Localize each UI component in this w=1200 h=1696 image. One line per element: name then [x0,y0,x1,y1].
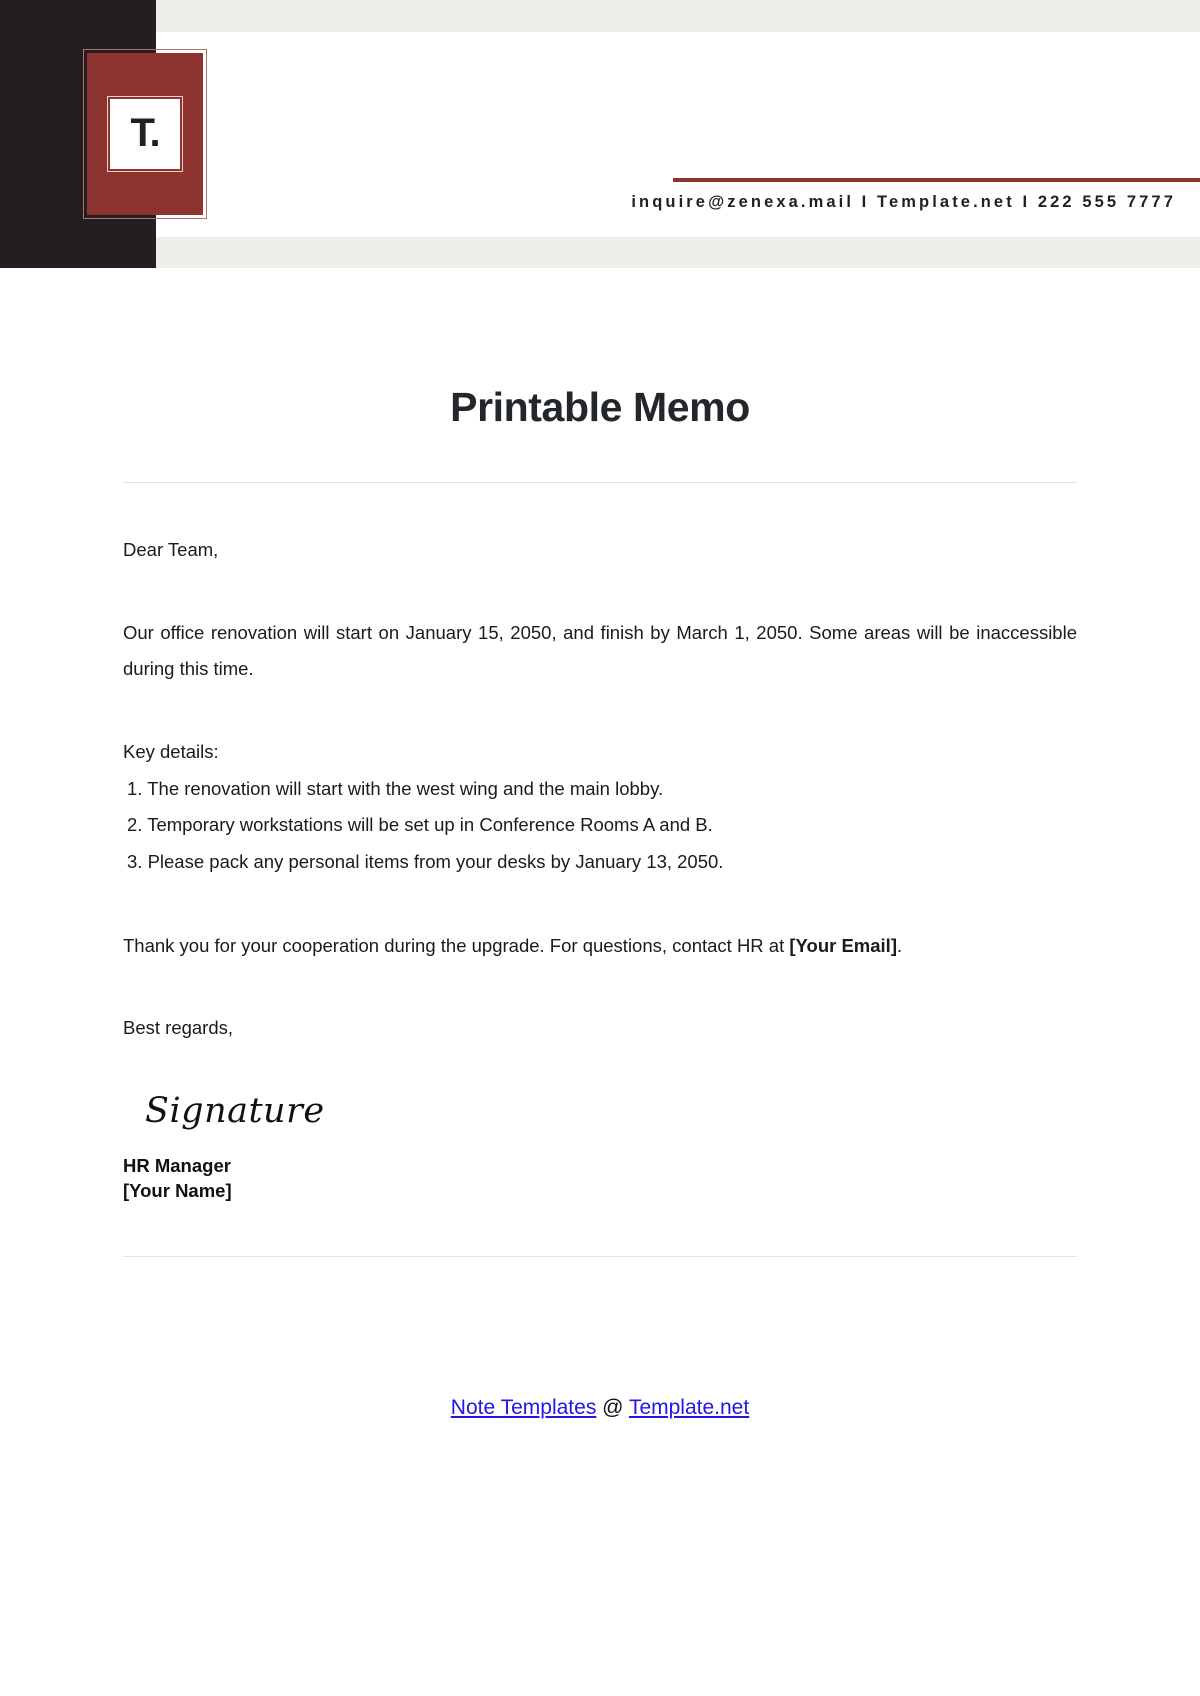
key-details-list [123,771,1077,881]
header-band-bottom [0,237,1200,268]
logo-frame [83,49,207,219]
list-item: 2. Temporary workstations will be set up in Conference Rooms A and B. [127,814,713,836]
logo-square-fill [110,99,180,169]
signer-title: HR Manager [123,1154,231,1176]
page-footer [0,1396,1200,1420]
template-net-link[interactable]: Template.net [628,1396,750,1419]
spacer [123,688,1077,734]
header-accent-rule [673,178,1200,182]
spacer [123,881,1077,928]
salutation: Dear Team, [123,539,219,561]
note-templates-link[interactable]: Note Templates [450,1396,597,1419]
spacer [123,569,1077,615]
brand-logo-icon: T. [130,111,160,155]
signer-block [123,1154,1077,1204]
closing-text-tail: . [896,934,903,956]
header-contact-info: inquire@zenexa.mail I Template.net I 222 555 7777 [631,193,1176,211]
page-header [0,0,1200,268]
spacer [123,964,1077,1010]
list-item: 3. Please pack any personal items from your desks by January 13, 2050. [127,850,724,872]
footer-separator: @ [596,1396,629,1419]
signer-name: [Your Name] [123,1179,232,1201]
closing-paragraph [123,928,1077,965]
your-email-placeholder: [Your Email] [789,934,897,956]
document-body [0,383,1200,1257]
closing-text-lead: Thank you for your cooperation during the upgrade. For questions, contact HR at [123,934,790,956]
list-item: 1. The renovation will start with the west wing and the main lobby. [127,777,664,799]
header-band-top [0,0,1200,32]
logo-square-outline [107,96,183,172]
memo-content [123,532,1077,1204]
logo-inner-fill [87,53,203,215]
sign-off: Best regards, [123,1017,234,1039]
title-divider [123,482,1077,483]
page-title: Printable Memo [450,384,750,430]
signature-script: Signature [145,1090,325,1131]
key-details-label: Key details: [123,741,219,763]
footer-divider [123,1256,1077,1257]
intro-paragraph: Our office renovation will start on January 15, 2050, and finish by March 1, 2050. Some areas will be inaccessible during this time. [123,621,1077,680]
